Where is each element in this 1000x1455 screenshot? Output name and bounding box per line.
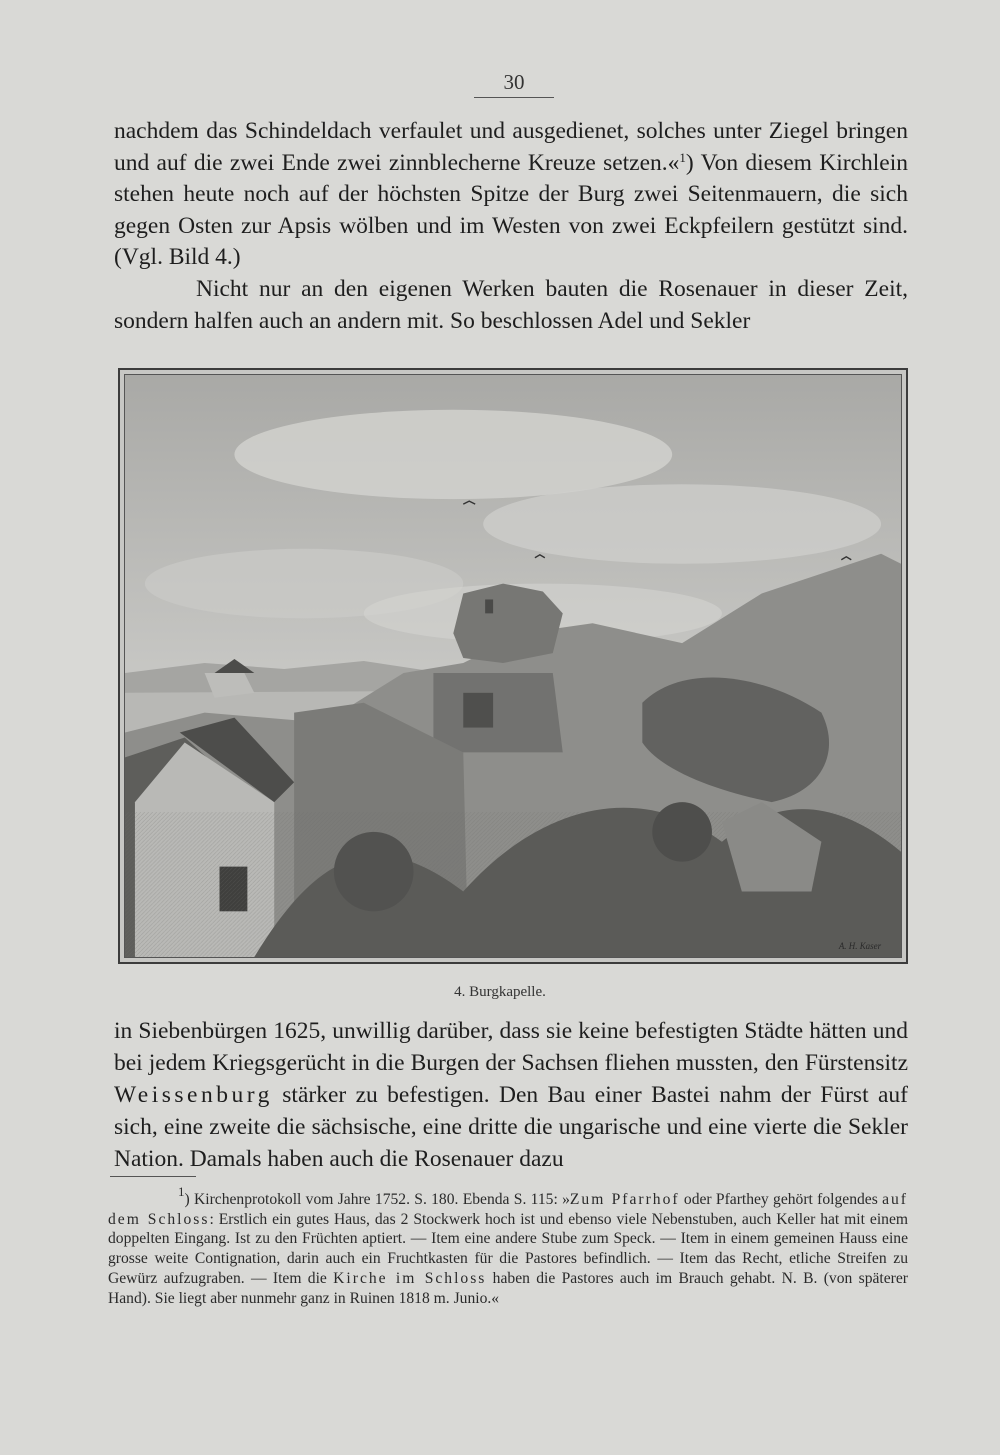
footnote-spaced-b: auf dem Schloss xyxy=(108,1191,909,1228)
castle-ruin-engraving xyxy=(125,375,901,957)
paragraph-3-text-b: stärker zu befestigen. Den Bau einer Bastei nahm der Fürst auf sich, eine zweite die sächsische, eine dritte die ungarische und eine vierte die Sekler Nation. Damals haben auch die Rosenauer dazu xyxy=(114,1082,908,1172)
footnote-spaced-a: Zum Pfarrhof xyxy=(569,1191,680,1208)
page-number: 30 xyxy=(503,70,525,94)
footnote-reference: 1 xyxy=(679,149,686,165)
spaced-place-name: Weissenburg xyxy=(114,1082,273,1108)
footnote-rule xyxy=(110,1176,196,1177)
artist-signature: A. H. Kaser xyxy=(838,941,882,952)
footnote-text-c: : Erstlich ein gutes Haus, das 2 Stockwerk hoch ist und ebenso viele Nebenstuben, auch Keller hat mit einem doppelten Eingang. Ist zu den Früchten aptiert. — Item eine andere Stube zum Speck. — Item in einem gemeinen Hauss eine grosse weite Contignation, darin auch ein Fruchtkasten für die Pastores befindlich. — Item das Recht, etliche Streifen zu Gewürz aufzugraben. — Item die xyxy=(108,1210,909,1287)
paragraph-3 xyxy=(114,1015,908,1175)
figure-burgkapelle xyxy=(118,368,908,964)
footnote-marker: 1 xyxy=(178,1184,185,1199)
paragraph-1 xyxy=(114,116,908,274)
figure-caption: 4. Burgkapelle. xyxy=(454,984,546,1000)
footnote-spaced-c: Kirche im Schloss xyxy=(333,1269,487,1287)
paragraph-2: Nicht nur an den eigenen Werken bauten die Rosenauer in dieser Zeit, sondern halfen auch an andern mit. So beschlossen Adel und Sekler xyxy=(114,276,908,334)
paragraph-3-text-a: in Siebenbürgen 1625, unwillig darüber, dass sie keine befestigten Städte hätten und bei jedem Kriegsgerücht in die Burgen der Sachsen fliehen mussten, den Fürstensitz xyxy=(114,1018,908,1076)
footnote-text-b: oder Pfarthey gehört folgendes xyxy=(679,1191,883,1208)
paragraph-1-text-b: ) Von diesem Kirchlein stehen heute noch auf der höchsten Spitze der Burg zwei Seitenmauern, die sich gegen Osten zur Apsis wölben und im Westen von zwei Eckpfeilern gestützt sind. (Vgl. Bild 4.) xyxy=(114,149,909,270)
footnote-text-a: ) Kirchenprotokoll vom Jahre 1752. S. 180. Ebenda S. 115: » xyxy=(184,1191,570,1208)
footnote xyxy=(108,1184,909,1308)
footnote-text-d: haben die Pastores auch im Brauch gehabt. N. B. (von späterer Hand). Sie liegt aber nunmehr ganz in Ruinen 1818 m. Junio.« xyxy=(108,1269,908,1307)
paragraph-1-text-a: nachdem das Schindeldach verfaulet und ausgedienet, solches unter Ziegel bringen und auf die zwei Ende zwei zinnblecherne Kreuze setzen.« xyxy=(114,118,908,176)
page-number-rule xyxy=(474,97,554,98)
engraving-image xyxy=(124,374,902,958)
